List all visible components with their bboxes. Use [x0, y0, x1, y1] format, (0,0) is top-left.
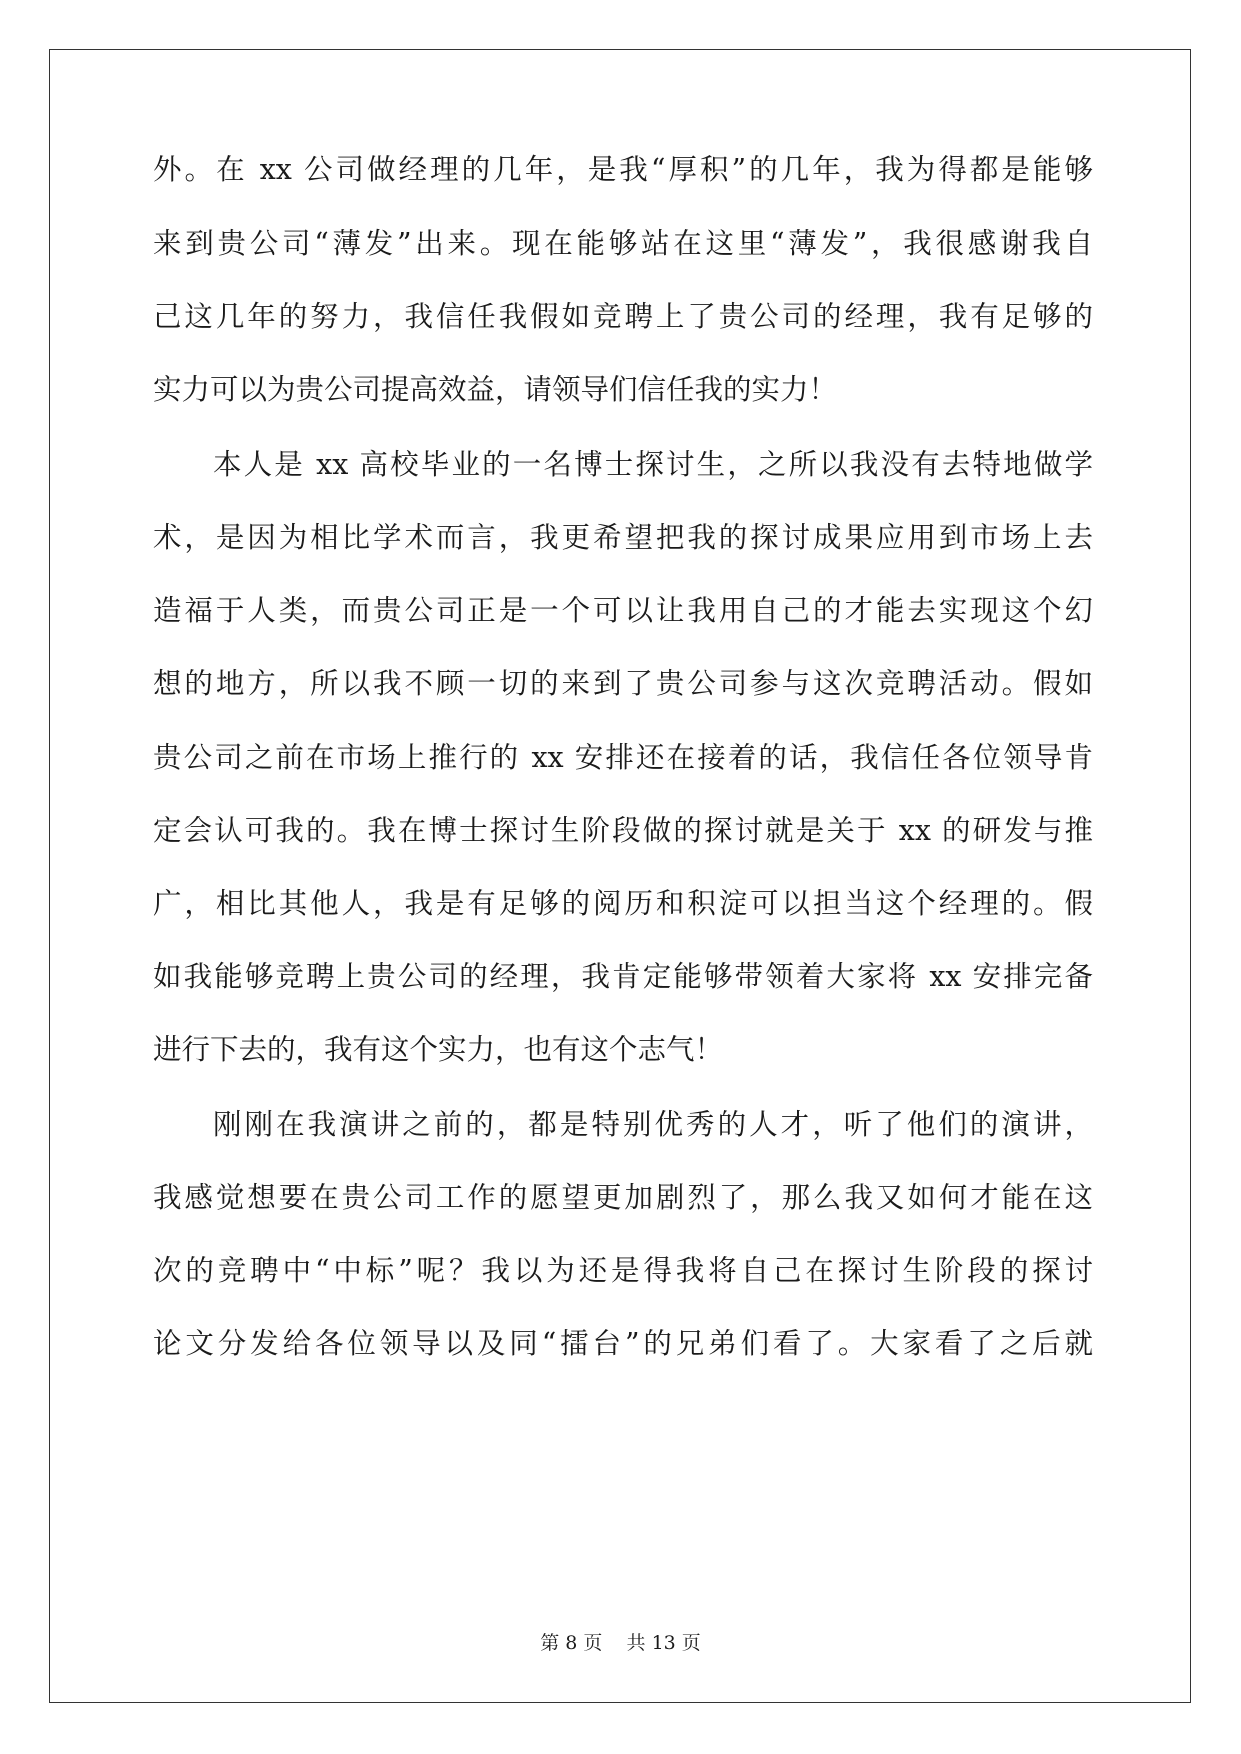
text-line: 贵公司之前在市场上推行的 xx 安排还在接着的话，我信任各位领导肯	[153, 741, 1093, 774]
paragraph-first-line: 本人是 xx 高校毕业的一名博士探讨生，之所以我没有去特地做学	[213, 448, 1093, 481]
text-line: 论文分发给各位领导以及同“擂台”的兄弟们看了。大家看了之后就	[153, 1327, 1093, 1360]
page-number-footer: 第 8 页 共 13 页	[540, 1632, 701, 1654]
text-line: 来到贵公司“薄发”出来。现在能够站在这里“薄发”，我很感谢我自	[153, 227, 1093, 260]
text-line: 想的地方，所以我不顾一切的来到了贵公司参与这次竞聘活动。假如	[153, 667, 1093, 700]
text-line: 次的竞聘中“中标”呢？我以为还是得我将自己在探讨生阶段的探讨	[153, 1254, 1093, 1287]
text-line: 如我能够竞聘上贵公司的经理，我肯定能够带领着大家将 xx 安排完备	[153, 960, 1093, 993]
text-line: 外。在 xx 公司做经理的几年，是我“厚积”的几年，我为得都是能够	[153, 153, 1093, 186]
text-line: 己这几年的努力，我信任我假如竞聘上了贵公司的经理，我有足够的	[153, 300, 1093, 333]
text-line: 我感觉想要在贵公司工作的愿望更加剧烈了，那么我又如何才能在这	[153, 1181, 1093, 1214]
paragraph-first-line: 刚刚在我演讲之前的，都是特别优秀的人才，听了他们的演讲，	[213, 1108, 1093, 1141]
text-line: 进行下去的，我有这个实力，也有这个志气！	[153, 1033, 724, 1066]
text-line: 定会认可我的。我在博士探讨生阶段做的探讨就是关于 xx 的研发与推	[153, 814, 1093, 847]
text-line: 术，是因为相比学术而言，我更希望把我的探讨成果应用到市场上去	[153, 521, 1093, 554]
text-line: 实力可以为贵公司提高效益，请领导们信任我的实力！	[153, 373, 838, 406]
text-line: 造福于人类，而贵公司正是一个可以让我用自己的才能去实现这个幻	[153, 594, 1093, 627]
text-line: 广，相比其他人，我是有足够的阅历和积淀可以担当这个经理的。假	[153, 887, 1093, 920]
